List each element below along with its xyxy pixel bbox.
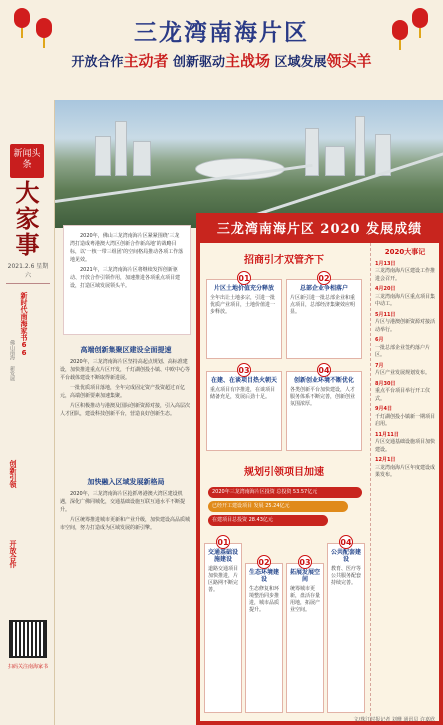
achievement-card: 在建、在谈项目热火朝天 重点项目有序推进，在谈项目储备充足，发展后劲十足。: [206, 371, 282, 451]
subtitle-part: 主战场: [225, 52, 271, 70]
card-number: 03: [237, 363, 251, 377]
event-text: 重点平台项目举行开工仪式。: [375, 388, 431, 402]
card-number: 04: [317, 363, 331, 377]
intro-paragraph: 2020年，佛山三龙湾南海片区紧紧围绕‘三龙湾打造成粤港澳大湾区创新合作新高地’的战略目标，以‘一核一带三组团’的空间格局推动各项工作落地见效。: [70, 233, 184, 263]
event-text: 片区交通基础设施项目加快建设。: [375, 439, 436, 453]
page-header: [0, 0, 443, 100]
investment-bar: 在建项目总投资 28.43亿元: [208, 515, 328, 526]
event-date: 9月4日: [375, 406, 392, 412]
issue-date: 2021.2.6 星期六: [7, 263, 49, 279]
events-title: 2020大事记: [384, 248, 426, 256]
section-heading: 加快融入区域发展新格局: [87, 478, 165, 486]
achievement-card: 总部企业争相落户 片区新引进一批总部企业和重点项目，总部经济集聚效应明显。: [286, 279, 362, 359]
article-paragraph: 2020年，三龙湾南海片区抢抓粤港澳大湾区建设机遇，深化广佛同城化，交通基础设施互联互通水平不断提升。: [60, 491, 186, 513]
project-card: 生态环境建设 生态修复和环境整治同步推进，城市品质提升。: [245, 563, 283, 713]
sub-heading-invest: 招商引才双管齐下: [244, 255, 324, 266]
achievements-panel: [196, 213, 443, 725]
qr-label: 扫码关注南海家书: [7, 664, 48, 670]
event-text: 片区产业发展规划发布。: [375, 370, 431, 376]
project-card: 交通基础设施建设 道路交通项目加快推进，片区路网不断完善。: [204, 543, 242, 713]
subtitle-part: 主动者: [123, 52, 169, 70]
card-number: 03: [298, 555, 312, 569]
subtitle-part: 区域发展: [270, 55, 327, 70]
hero-aerial-photo: [55, 100, 443, 228]
byline: 文/珠江时报记者 刘珊 通讯员 许嘉欣: [353, 717, 435, 723]
panel-center: [200, 243, 368, 721]
panel-title: 三龙湾南海片区 2020 发展成绩: [216, 222, 423, 237]
event-text: 千灯湖创投小镇新一期项目启用。: [375, 413, 436, 427]
investment-bar: 已经开工建设项目 发展 25.24亿元: [208, 501, 348, 512]
event-date: 5月11日: [375, 311, 396, 318]
intro-paragraph: 2021年，三龙湾南海片区将继续发挥创新驱动、开放合作引领作用，加速推进各项重点项目建设，打造区域发展领头羊。: [70, 267, 181, 289]
event-date: 12月1日: [375, 457, 396, 463]
page-title: 三龙湾南海片区: [134, 19, 309, 46]
events-list: [375, 261, 435, 480]
event-text: 一批总部企业签约落户片区。: [375, 344, 431, 358]
achievement-card: 片区土地价值充分释放 全年出让土地多宗，引进一批优质产业项目，土地价值进一步释放。: [206, 279, 282, 359]
page-subtitle: [0, 50, 443, 71]
masthead-title: 大家事: [11, 180, 40, 258]
card-number: 01: [237, 271, 251, 285]
card-number: 04: [339, 535, 353, 549]
event-date: 1月13日: [375, 260, 396, 267]
sub-heading-planning: 规划引领项目加速: [244, 467, 324, 478]
column-meta: 佛山南海 新发展: [9, 340, 15, 381]
section-tag-open: 开放合作: [9, 540, 17, 568]
column-name: 新时代南海家书66: [20, 292, 28, 357]
panel-body: [200, 243, 439, 721]
event-text: 三龙湾南海片区重点项目集中动工。: [375, 293, 436, 307]
masthead-column: [0, 100, 55, 725]
section-heading: 高端创新集聚区建设全面提速: [80, 346, 172, 354]
event-date: 4月20日: [375, 286, 396, 292]
event-text: 片区与港澳创新资源对接活动举行。: [375, 319, 436, 333]
events-timeline: [370, 243, 439, 721]
qr-code-icon[interactable]: [9, 620, 47, 658]
news-tag-badge: 新闻头条: [10, 144, 44, 178]
event-text: 三龙湾南海片区年度建设成果发布。: [375, 464, 436, 478]
subtitle-part: 创新驱动: [168, 55, 225, 70]
article-paragraph: 2020年，三龙湾南海片区坚持高起点规划、高标准建设，加快推进重点片区开发，千灯湖创投小镇、中欧中心等平台载体建设不断取得新进展。: [60, 359, 191, 381]
project-card: 拓展发展空间 统筹城市更新，盘活存量用地，拓展产业空间。: [286, 563, 324, 713]
event-date: 6月: [375, 337, 384, 343]
intro-box: [63, 225, 191, 335]
article-column: [60, 340, 192, 720]
achievement-card: 创新创业环境不断优化 各类创新平台加快建设，人才服务体系不断完善，创新创业氛围浓厚。: [286, 371, 362, 451]
card-number: 02: [317, 271, 331, 285]
event-date: 8月30日: [375, 380, 396, 387]
investment-bar: 2020年三龙湾南海片区投资 总投资 53.57亿元: [208, 487, 362, 498]
project-card: 公共配套建设 教育、医疗等公共服务配套持续完善。: [327, 543, 365, 713]
card-number: 01: [216, 535, 230, 549]
section-tag-innovation: 创新引领: [9, 460, 17, 488]
event-date: 11月11日: [375, 431, 399, 438]
article-paragraph: 片区积极推动与港澳及国际创新资源对接，引入高层次人才团队，建设科技创新平台，营造良好创新生态。: [60, 403, 191, 417]
subtitle-part: 领头羊: [326, 52, 372, 70]
event-text: 三龙湾南海片区建设工作推进会召开。: [375, 268, 436, 282]
card-number: 02: [257, 555, 271, 569]
subtitle-part: 开放合作: [71, 55, 124, 70]
event-date: 7月: [375, 362, 384, 369]
article-paragraph: 片区统筹推进城市更新和产业升级，加快建设高品质城市空间，努力打造成为区域发展的新引擎。: [60, 517, 191, 531]
divider: [6, 283, 50, 284]
article-paragraph: 一批优质项目落地，全年完成固定资产投资超过百亿元，高端创新要素加速集聚。: [60, 385, 186, 399]
